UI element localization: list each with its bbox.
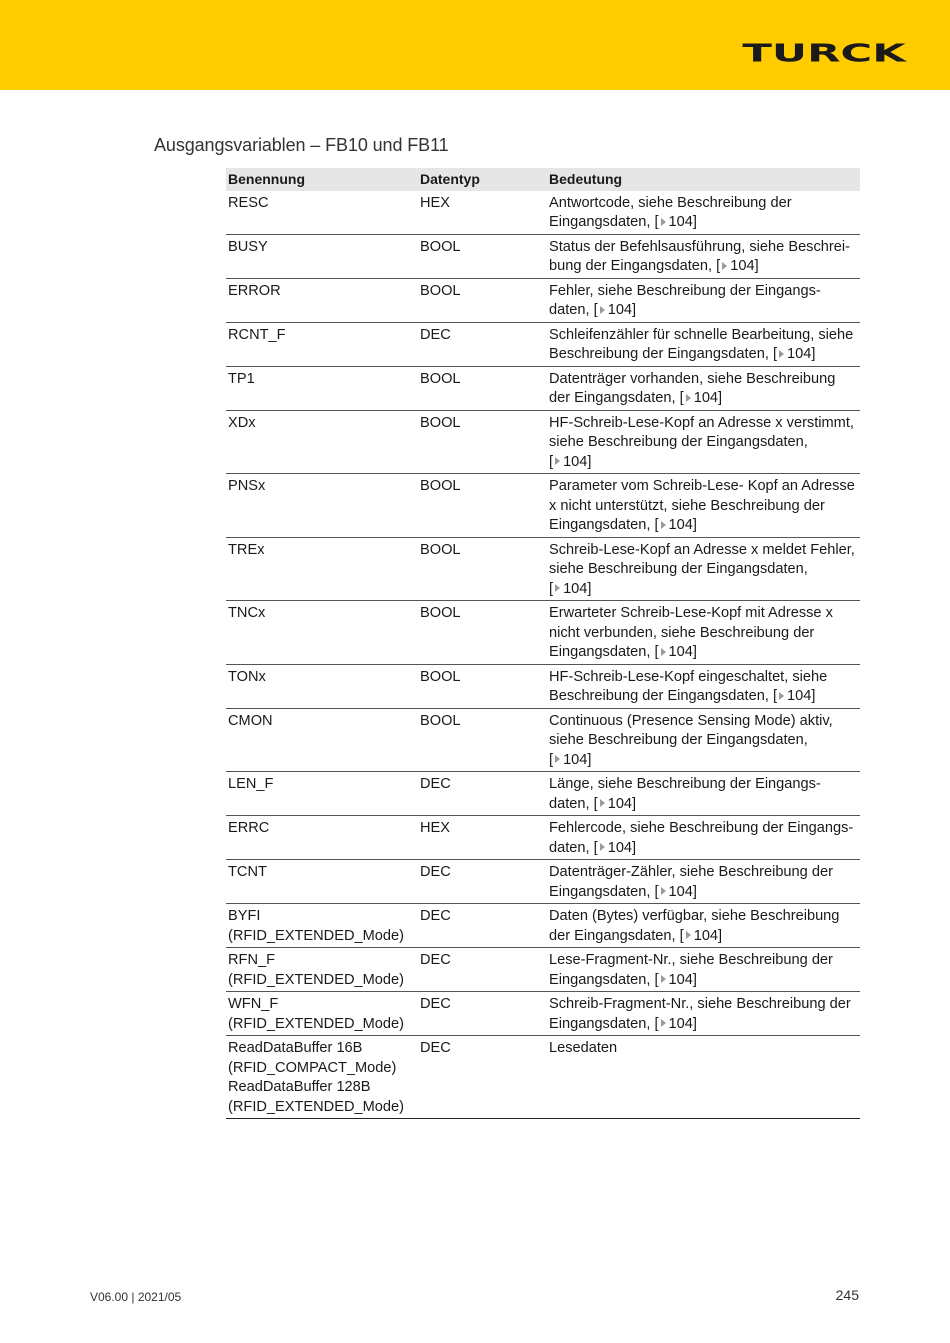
- cell-datentyp: DEC: [418, 904, 547, 948]
- cell-benennung: [226, 816, 418, 860]
- page-reference-link[interactable]: 104]: [668, 644, 697, 660]
- name-line: ReadDataBuffer 16B: [228, 1040, 363, 1056]
- table-row: [226, 904, 860, 948]
- desc-line: [549, 516, 858, 536]
- name-line: (RFID_EXTENDED_Mode): [228, 927, 404, 944]
- ref-bracket: [: [654, 644, 659, 660]
- name-line: RESC: [228, 194, 269, 211]
- desc-line: [549, 751, 858, 771]
- cell-datentyp: BOOL: [418, 278, 547, 322]
- desc-line: [549, 624, 858, 644]
- page-reference-link[interactable]: 104]: [563, 580, 592, 597]
- ref-bracket: [: [593, 302, 598, 318]
- reference-arrow-icon: [779, 692, 784, 700]
- table-header-row: [226, 168, 860, 191]
- header-benennung: Benennung: [226, 168, 418, 191]
- desc-line: [549, 643, 858, 663]
- desc-text: Continuous (Presence Sensing Mode) aktiv,: [549, 712, 833, 729]
- table-row: [226, 948, 860, 992]
- ref-bracket: [: [772, 688, 777, 704]
- page-reference-link[interactable]: 104]: [668, 1015, 697, 1032]
- cell-benennung: [226, 537, 418, 601]
- ref-bracket: [: [716, 258, 721, 274]
- desc-text: HF-Schreib-Lese-Kopf eingeschaltet, siehe: [549, 668, 828, 685]
- reference-arrow-icon: [779, 350, 784, 358]
- cell-benennung: [226, 992, 418, 1036]
- table-row: [226, 278, 860, 322]
- cell-benennung: [226, 948, 418, 992]
- name-line: TONx: [228, 668, 266, 685]
- desc-line: [549, 282, 858, 302]
- desc-line: [549, 497, 858, 517]
- cell-benennung: [226, 664, 418, 708]
- desc-text: daten,: [549, 302, 594, 318]
- table-row: [226, 234, 860, 278]
- desc-line: [549, 795, 858, 815]
- cell-datentyp: BOOL: [418, 410, 547, 474]
- page-reference-link[interactable]: 104]: [607, 839, 637, 856]
- desc-line: [549, 580, 858, 600]
- page-reference-link[interactable]: 104]: [668, 214, 697, 230]
- desc-text: nicht verbunden, siehe Beschreibung der: [549, 624, 815, 641]
- name-line: BYFI: [228, 908, 261, 924]
- desc-text: Schreib-Fragment-Nr., siehe Beschreibung der: [549, 996, 851, 1012]
- desc-text: Parameter vom Schreib-Lese- Kopf an Adresse: [549, 478, 855, 494]
- cell-benennung: [226, 322, 418, 366]
- cell-bedeutung: [547, 278, 860, 322]
- cell-benennung: [226, 410, 418, 474]
- page-reference-link[interactable]: 104]: [607, 302, 637, 318]
- table-body: [226, 191, 860, 1119]
- cell-bedeutung: [547, 234, 860, 278]
- desc-line: [549, 560, 858, 580]
- cell-bedeutung: [547, 191, 860, 235]
- cell-benennung: [226, 278, 418, 322]
- desc-line: [549, 971, 858, 991]
- desc-text: Lese-Fragment-Nr., siehe Beschreibung der: [549, 952, 833, 968]
- desc-line: [549, 668, 858, 688]
- cell-bedeutung: [547, 474, 860, 538]
- header-datentyp: Datentyp: [418, 168, 547, 191]
- cell-bedeutung: [547, 410, 860, 474]
- name-line: TNCx: [228, 605, 266, 621]
- table-row: [226, 537, 860, 601]
- desc-line: [549, 1039, 858, 1059]
- desc-text: Eingangsdaten,: [549, 1015, 655, 1032]
- desc-text: x nicht unterstützt, siehe Beschreibung der: [549, 497, 825, 514]
- desc-line: [549, 1015, 858, 1035]
- reference-arrow-icon: [555, 584, 560, 592]
- table-row: [226, 708, 860, 772]
- cell-datentyp: HEX: [418, 191, 547, 235]
- reference-arrow-icon: [686, 931, 691, 939]
- cell-benennung: [226, 601, 418, 665]
- table-row: [226, 664, 860, 708]
- desc-text: Antwortcode, siehe Beschreibung der: [549, 194, 792, 211]
- desc-line: [549, 883, 858, 903]
- cell-benennung: [226, 191, 418, 235]
- name-line: TREx: [228, 541, 265, 558]
- desc-text: Schreib-Lese-Kopf an Adresse x meldet Fehler,: [549, 541, 855, 558]
- reference-arrow-icon: [661, 975, 666, 983]
- reference-arrow-icon: [555, 457, 560, 465]
- desc-line: [549, 370, 858, 390]
- desc-line: [549, 414, 858, 434]
- desc-text: siehe Beschreibung der Eingangsdaten,: [549, 561, 808, 577]
- table-row: [226, 366, 860, 410]
- svg-text:TURCK: TURCK: [742, 40, 909, 66]
- ref-bracket: [: [593, 795, 598, 812]
- cell-datentyp: BOOL: [418, 601, 547, 665]
- name-line: XDx: [228, 414, 256, 431]
- cell-datentyp: BOOL: [418, 234, 547, 278]
- desc-line: [549, 907, 858, 927]
- cell-datentyp: DEC: [418, 322, 547, 366]
- page-reference-link[interactable]: 104]: [563, 453, 592, 470]
- desc-text: der Eingangsdaten,: [549, 927, 680, 944]
- cell-bedeutung: [547, 860, 860, 904]
- cell-bedeutung: [547, 948, 860, 992]
- name-line: (RFID_EXTENDED_Mode): [228, 971, 404, 988]
- page-reference-link[interactable]: 104]: [668, 883, 697, 900]
- table-row: [226, 474, 860, 538]
- desc-text: daten,: [549, 839, 594, 856]
- reference-arrow-icon: [661, 521, 666, 529]
- name-line: LEN_F: [228, 776, 274, 792]
- desc-line: [549, 257, 858, 277]
- section-title: Ausgangsvariablen – FB10 und FB11: [154, 135, 449, 155]
- cell-datentyp: DEC: [418, 1036, 547, 1119]
- page-reference-link[interactable]: 104]: [668, 517, 697, 533]
- name-line: TP1: [228, 370, 255, 387]
- desc-text: Fehler, siehe Beschreibung der Eingangs-: [549, 282, 821, 299]
- cell-bedeutung: [547, 537, 860, 601]
- cell-benennung: [226, 1036, 418, 1119]
- name-line: ReadDataBuffer 128B: [228, 1079, 371, 1095]
- cell-bedeutung: [547, 816, 860, 860]
- desc-text: siehe Beschreibung der Eingangsdaten,: [549, 434, 808, 450]
- name-line: (RFID_COMPACT_Mode): [228, 1059, 397, 1076]
- ref-bracket: [: [549, 580, 554, 597]
- cell-benennung: [226, 234, 418, 278]
- desc-line: [549, 731, 858, 751]
- cell-bedeutung: [547, 366, 860, 410]
- reference-arrow-icon: [600, 306, 605, 314]
- page-reference-link[interactable]: 104]: [607, 795, 637, 812]
- cell-benennung: [226, 860, 418, 904]
- cell-bedeutung: [547, 904, 860, 948]
- name-line: RCNT_F: [228, 326, 286, 343]
- cell-bedeutung: [547, 601, 860, 665]
- table-row: [226, 322, 860, 366]
- reference-arrow-icon: [555, 755, 560, 763]
- reference-arrow-icon: [722, 262, 727, 270]
- desc-text: Beschreibung der Eingangsdaten,: [549, 346, 773, 362]
- cell-datentyp: DEC: [418, 860, 547, 904]
- desc-line: [549, 326, 858, 346]
- cell-datentyp: DEC: [418, 948, 547, 992]
- desc-line: [549, 541, 858, 561]
- desc-text: der Eingangsdaten,: [549, 390, 680, 406]
- page-reference-link[interactable]: 104]: [787, 688, 816, 704]
- desc-line: [549, 433, 858, 453]
- desc-line: [549, 927, 858, 947]
- desc-text: Eingangsdaten,: [549, 214, 655, 230]
- desc-line: [549, 345, 858, 365]
- table-row: [226, 816, 860, 860]
- desc-text: siehe Beschreibung der Eingangsdaten,: [549, 732, 808, 748]
- name-line: TCNT: [228, 864, 267, 880]
- ref-bracket: [: [654, 1015, 659, 1032]
- ref-bracket: [: [593, 839, 598, 856]
- desc-text: Datenträger-Zähler, siehe Beschreibung der: [549, 864, 833, 880]
- ref-bracket: [: [772, 346, 777, 362]
- name-line: WFN_F: [228, 996, 279, 1012]
- page-number: 245: [835, 1287, 859, 1303]
- desc-line: [549, 687, 858, 707]
- name-line: PNSx: [228, 478, 266, 494]
- cell-datentyp: DEC: [418, 992, 547, 1036]
- cell-datentyp: BOOL: [418, 537, 547, 601]
- page-reference-link[interactable]: 104]: [787, 346, 816, 362]
- page-reference-link[interactable]: 104]: [563, 751, 592, 768]
- table-row: [226, 191, 860, 235]
- desc-text: Eingangsdaten,: [549, 971, 655, 988]
- table-row: [226, 992, 860, 1036]
- ref-bracket: [: [679, 390, 684, 406]
- desc-line: [549, 995, 858, 1015]
- page-reference-link[interactable]: 104]: [668, 971, 697, 988]
- name-line: RFN_F: [228, 952, 276, 968]
- reference-arrow-icon: [661, 648, 666, 656]
- name-line: CMON: [228, 712, 273, 729]
- desc-line: [549, 301, 858, 321]
- cell-datentyp: HEX: [418, 816, 547, 860]
- cell-benennung: [226, 708, 418, 772]
- name-line: ERRC: [228, 820, 270, 836]
- desc-line: [549, 712, 858, 732]
- desc-text: bung der Eingangsdaten,: [549, 258, 717, 274]
- reference-arrow-icon: [661, 218, 666, 226]
- ref-bracket: [: [549, 751, 554, 768]
- desc-line: [549, 477, 858, 497]
- desc-line: [549, 604, 858, 624]
- cell-benennung: [226, 366, 418, 410]
- ref-bracket: [: [654, 517, 659, 533]
- desc-line: [549, 839, 858, 859]
- table-row: [226, 772, 860, 816]
- desc-text: Lesedaten: [549, 1040, 618, 1056]
- cell-benennung: [226, 474, 418, 538]
- cell-bedeutung: [547, 322, 860, 366]
- cell-datentyp: DEC: [418, 772, 547, 816]
- ref-bracket: [: [679, 927, 684, 944]
- desc-text: Erwarteter Schreib-Lese-Kopf mit Adresse x: [549, 605, 833, 621]
- desc-text: Datenträger vorhanden, siehe Beschreibung: [549, 370, 836, 387]
- cell-bedeutung: [547, 772, 860, 816]
- reference-arrow-icon: [600, 843, 605, 851]
- desc-line: [549, 951, 858, 971]
- page-reference-link[interactable]: 104]: [693, 927, 723, 944]
- desc-text: Eingangsdaten,: [549, 644, 655, 660]
- desc-text: Fehlercode, siehe Beschreibung der Eingangs-: [549, 820, 854, 836]
- desc-line: [549, 453, 858, 473]
- reference-arrow-icon: [600, 799, 605, 807]
- desc-line: [549, 819, 858, 839]
- ref-bracket: [: [654, 971, 659, 988]
- ref-bracket: [: [654, 214, 659, 230]
- desc-text: Eingangsdaten,: [549, 517, 655, 533]
- reference-arrow-icon: [686, 394, 691, 402]
- table-row: [226, 860, 860, 904]
- desc-text: Eingangsdaten,: [549, 883, 655, 900]
- desc-line: [549, 238, 858, 258]
- cell-benennung: [226, 904, 418, 948]
- name-line: BUSY: [228, 238, 268, 255]
- cell-datentyp: BOOL: [418, 474, 547, 538]
- name-line: (RFID_EXTENDED_Mode): [228, 1098, 404, 1115]
- desc-text: Daten (Bytes) verfügbar, siehe Beschreibung: [549, 908, 840, 924]
- reference-arrow-icon: [661, 887, 666, 895]
- table-row: [226, 410, 860, 474]
- table-row: [226, 1036, 860, 1119]
- name-line: (RFID_EXTENDED_Mode): [228, 1015, 404, 1032]
- desc-line: [549, 213, 858, 233]
- name-line: ERROR: [228, 282, 281, 299]
- page-reference-link[interactable]: 104]: [693, 390, 723, 406]
- footer-version: V06.00 | 2021/05: [90, 1290, 182, 1304]
- desc-text: daten,: [549, 795, 594, 812]
- page-reference-link[interactable]: 104]: [730, 258, 759, 274]
- cell-bedeutung: [547, 664, 860, 708]
- cell-bedeutung: [547, 708, 860, 772]
- cell-bedeutung: [547, 992, 860, 1036]
- header-bedeutung: Bedeutung: [547, 168, 860, 191]
- cell-bedeutung: [547, 1036, 860, 1119]
- cell-datentyp: BOOL: [418, 664, 547, 708]
- ref-bracket: [: [549, 453, 554, 470]
- ref-bracket: [: [654, 883, 659, 900]
- desc-text: Länge, siehe Beschreibung der Eingangs-: [549, 776, 821, 792]
- desc-line: [549, 194, 858, 214]
- desc-text: Status der Befehlsausführung, siehe Beschrei-: [549, 238, 850, 255]
- desc-line: [549, 863, 858, 883]
- cell-datentyp: BOOL: [418, 366, 547, 410]
- reference-arrow-icon: [661, 1019, 666, 1027]
- output-variables-table: [226, 168, 860, 1119]
- cell-datentyp: BOOL: [418, 708, 547, 772]
- desc-text: HF-Schreib-Lese-Kopf an Adresse x verstimmt,: [549, 414, 854, 431]
- table-row: [226, 601, 860, 665]
- desc-line: [549, 389, 858, 409]
- turck-logo: [736, 40, 914, 66]
- header-band: [0, 0, 950, 90]
- desc-line: [549, 775, 858, 795]
- cell-benennung: [226, 772, 418, 816]
- desc-text: Schleifenzähler für schnelle Bearbeitung, siehe: [549, 326, 854, 343]
- desc-text: Beschreibung der Eingangsdaten,: [549, 688, 773, 704]
